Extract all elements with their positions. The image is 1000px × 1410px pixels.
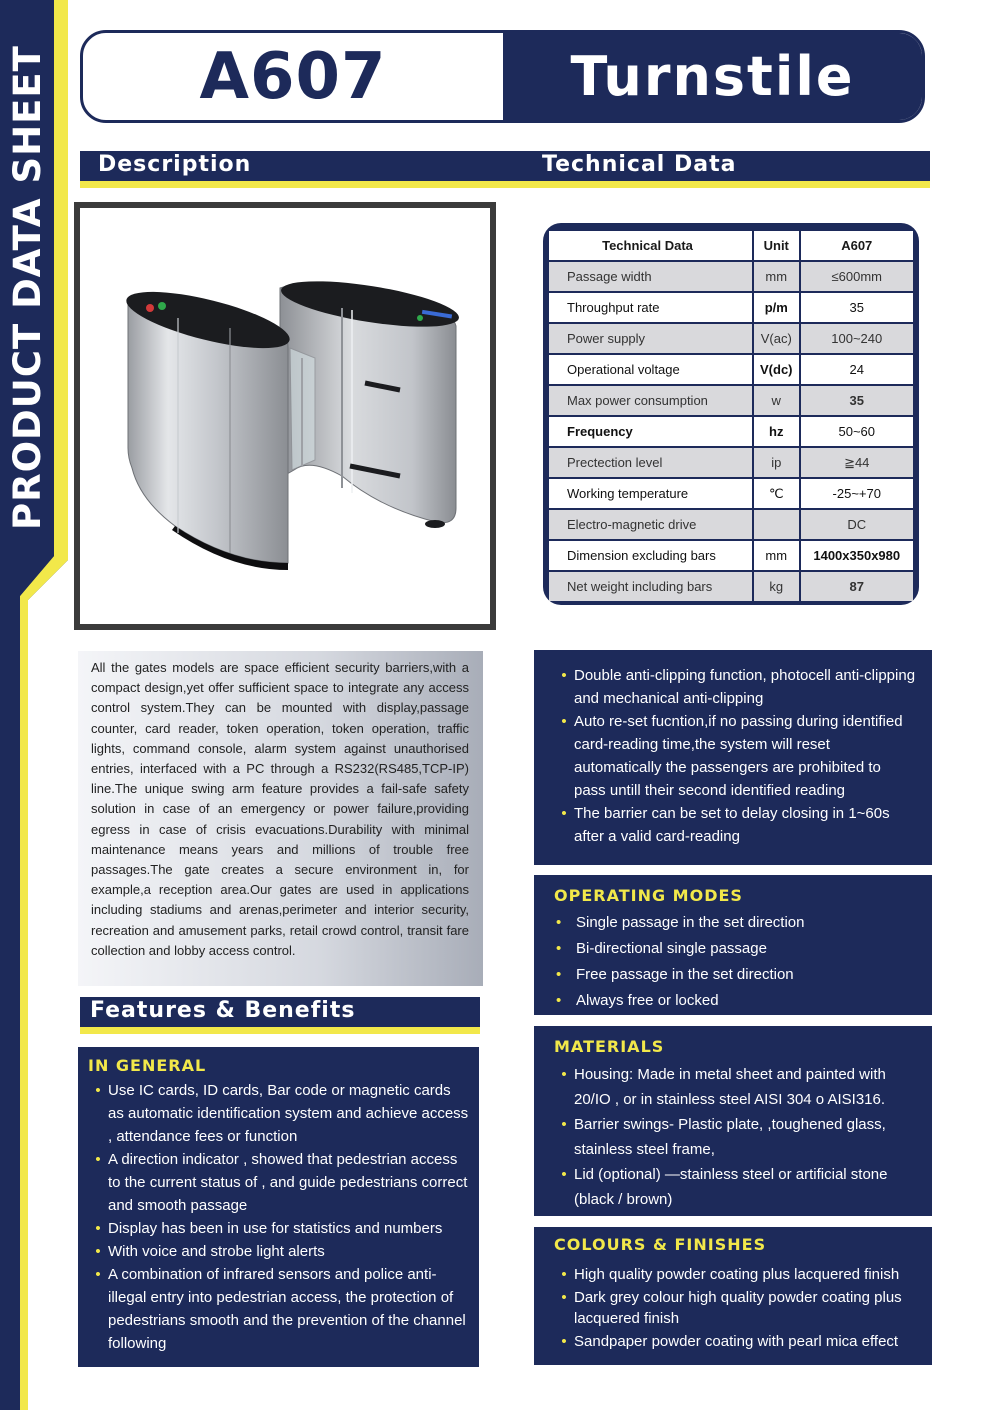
row-value: 35 — [801, 386, 914, 415]
row-unit: kg — [752, 572, 801, 601]
row-unit: hz — [752, 417, 801, 446]
in-general-box — [78, 1047, 479, 1367]
table-row — [549, 510, 913, 539]
list-item: • Housing: Made in metal sheet and painted with 20/IO , or in stainless steel AISI 304 o AISI316. — [554, 1062, 916, 1112]
row-label: Operational voltage — [549, 355, 752, 384]
row-unit: mm — [752, 262, 801, 291]
row-value: 50~60 — [801, 417, 914, 446]
materials-heading: MATERIALS — [554, 1037, 665, 1056]
row-value: 24 — [801, 355, 914, 384]
table-header-row — [549, 231, 913, 260]
product-name: Turnstile — [570, 45, 855, 108]
table-header-cell: A607 — [801, 231, 914, 260]
row-unit — [752, 510, 801, 539]
technical-data-heading: Technical Data — [542, 152, 737, 177]
row-value: DC — [801, 510, 914, 539]
list-item: • High quality powder coating plus lacquered finish — [554, 1264, 916, 1285]
row-label: Net weight including bars — [549, 572, 752, 601]
list-item: • Sandpaper powder coating with pearl mica effect — [554, 1331, 916, 1352]
list-item: • Always free or locked — [554, 988, 916, 1014]
features-heading: Features & Benefits — [90, 998, 356, 1023]
table-row — [549, 448, 913, 477]
list-item: • Bi-directional single passage — [554, 936, 916, 962]
table-header-cell: Technical Data — [549, 231, 752, 260]
list-item: • Auto re-set fucntion,if no passing during identified card-reading time,the system will reset automatically the passengers are prohibited to pass untill their second identified reading — [554, 710, 916, 802]
table-row — [549, 293, 913, 322]
row-label: Working temperature — [549, 479, 752, 508]
list-item: • A direction indicator , showed that pedestrian access to the current status of , and guide pedestrians correct and smooth passage — [88, 1148, 469, 1217]
table-row — [549, 386, 913, 415]
row-value: -25~+70 — [801, 479, 914, 508]
technical-data-table — [543, 223, 919, 605]
side-banner-text: PRODUCT DATA SHEET — [6, 45, 49, 530]
row-label: Frequency — [549, 417, 752, 446]
table-row — [549, 572, 913, 601]
row-label: Power supply — [549, 324, 752, 353]
turnstile-image — [80, 208, 490, 624]
row-unit: mm — [752, 541, 801, 570]
materials-box — [534, 1026, 932, 1216]
row-label: Passage width — [549, 262, 752, 291]
list-item: • Use IC cards, ID cards, Bar code or magnetic cards as automatic identification system and achieve access , attendance fees or function — [88, 1079, 469, 1148]
product-panel — [503, 33, 922, 120]
row-unit: V(dc) — [752, 355, 801, 384]
table-header-cell: Unit — [752, 231, 801, 260]
list-item: • A combination of infrared sensors and police anti-illegal entry into pedestrian access, the protection of pedestrians smooth and the prevention of the channel following — [88, 1263, 469, 1355]
colours-box — [534, 1227, 932, 1365]
side-banner — [0, 0, 68, 1410]
colours-heading: COLOURS & FINISHES — [554, 1235, 767, 1254]
list-item: • Display has been in use for statistics and numbers — [88, 1217, 469, 1240]
row-value: 100~240 — [801, 324, 914, 353]
row-value: 35 — [801, 293, 914, 322]
model-number: A607 — [199, 39, 387, 114]
list-item: • The barrier can be set to delay closing in 1~60s after a valid card-reading — [554, 802, 916, 848]
operating-modes-box — [534, 875, 932, 1015]
row-value: ≤600mm — [801, 262, 914, 291]
anti-clipping-box — [534, 650, 932, 865]
row-unit: ℃ — [752, 479, 801, 508]
section-bar-underline — [80, 181, 930, 188]
table-row — [549, 262, 913, 291]
row-unit: ip — [752, 448, 801, 477]
operating-modes-heading: OPERATING MODES — [554, 886, 743, 905]
title-header — [80, 30, 925, 123]
list-item: • Lid (optional) —stainless steel or artificial stone (black / brown) — [554, 1162, 916, 1212]
product-image-frame — [74, 202, 496, 630]
row-label: Prectection level — [549, 448, 752, 477]
table-row — [549, 541, 913, 570]
description-text-box — [78, 651, 483, 986]
list-item: • Dark grey colour high quality powder coating plus lacquered finish — [554, 1287, 916, 1329]
features-bar-underline — [80, 1027, 480, 1034]
list-item: • With voice and strobe light alerts — [88, 1240, 469, 1263]
row-value: 87 — [801, 572, 914, 601]
section-bar — [80, 151, 930, 181]
row-value: ≧44 — [801, 448, 914, 477]
row-label: Throughput rate — [549, 293, 752, 322]
table-row — [549, 324, 913, 353]
row-label: Dimension excluding bars — [549, 541, 752, 570]
description-text: All the gates models are space efficient security barriers,with a compact design,yet offer sufficient space to integrate any access control system.They can be mounted with display,passage counter, card reader, token operation, token operation, traffic lights, command console, alarm system against unauthorised entries, interfaced with a PC through a RS232(RS485,TCP-IP) line.The unique swing arm feature provides a fail-safe safety solution in case of an emergency or power failure,providing egress in case of crisis evacuations.Durability with minimal maintenance means years and millions of trouble free passages.The gate creates a secure environment in, for example,a reception area.Our gates are used in applications including stadiums and arenas,perimeter and interior security, recreation and amusement parks, retail crowd control, transit fare collection and lobby access control. — [91, 660, 469, 958]
row-label: Electro-magnetic drive — [549, 510, 752, 539]
list-item: • Single passage in the set direction — [554, 910, 916, 936]
list-item: • Barrier swings- Plastic plate, ,toughened glass, stainless steel frame, — [554, 1112, 916, 1162]
row-unit: V(ac) — [752, 324, 801, 353]
features-bar — [80, 997, 480, 1027]
table-row — [549, 355, 913, 384]
list-item: • Double anti-clipping function, photocell anti-clipping and mechanical anti-clipping — [554, 664, 916, 710]
row-label: Max power consumption — [549, 386, 752, 415]
row-value: 1400x350x980 — [801, 541, 914, 570]
table-row — [549, 417, 913, 446]
table-row — [549, 479, 913, 508]
model-panel — [83, 33, 503, 120]
in-general-heading: IN GENERAL — [88, 1056, 207, 1075]
row-unit: w — [752, 386, 801, 415]
description-heading: Description — [98, 152, 252, 177]
list-item: • Free passage in the set direction — [554, 962, 916, 988]
row-unit: p/m — [752, 293, 801, 322]
